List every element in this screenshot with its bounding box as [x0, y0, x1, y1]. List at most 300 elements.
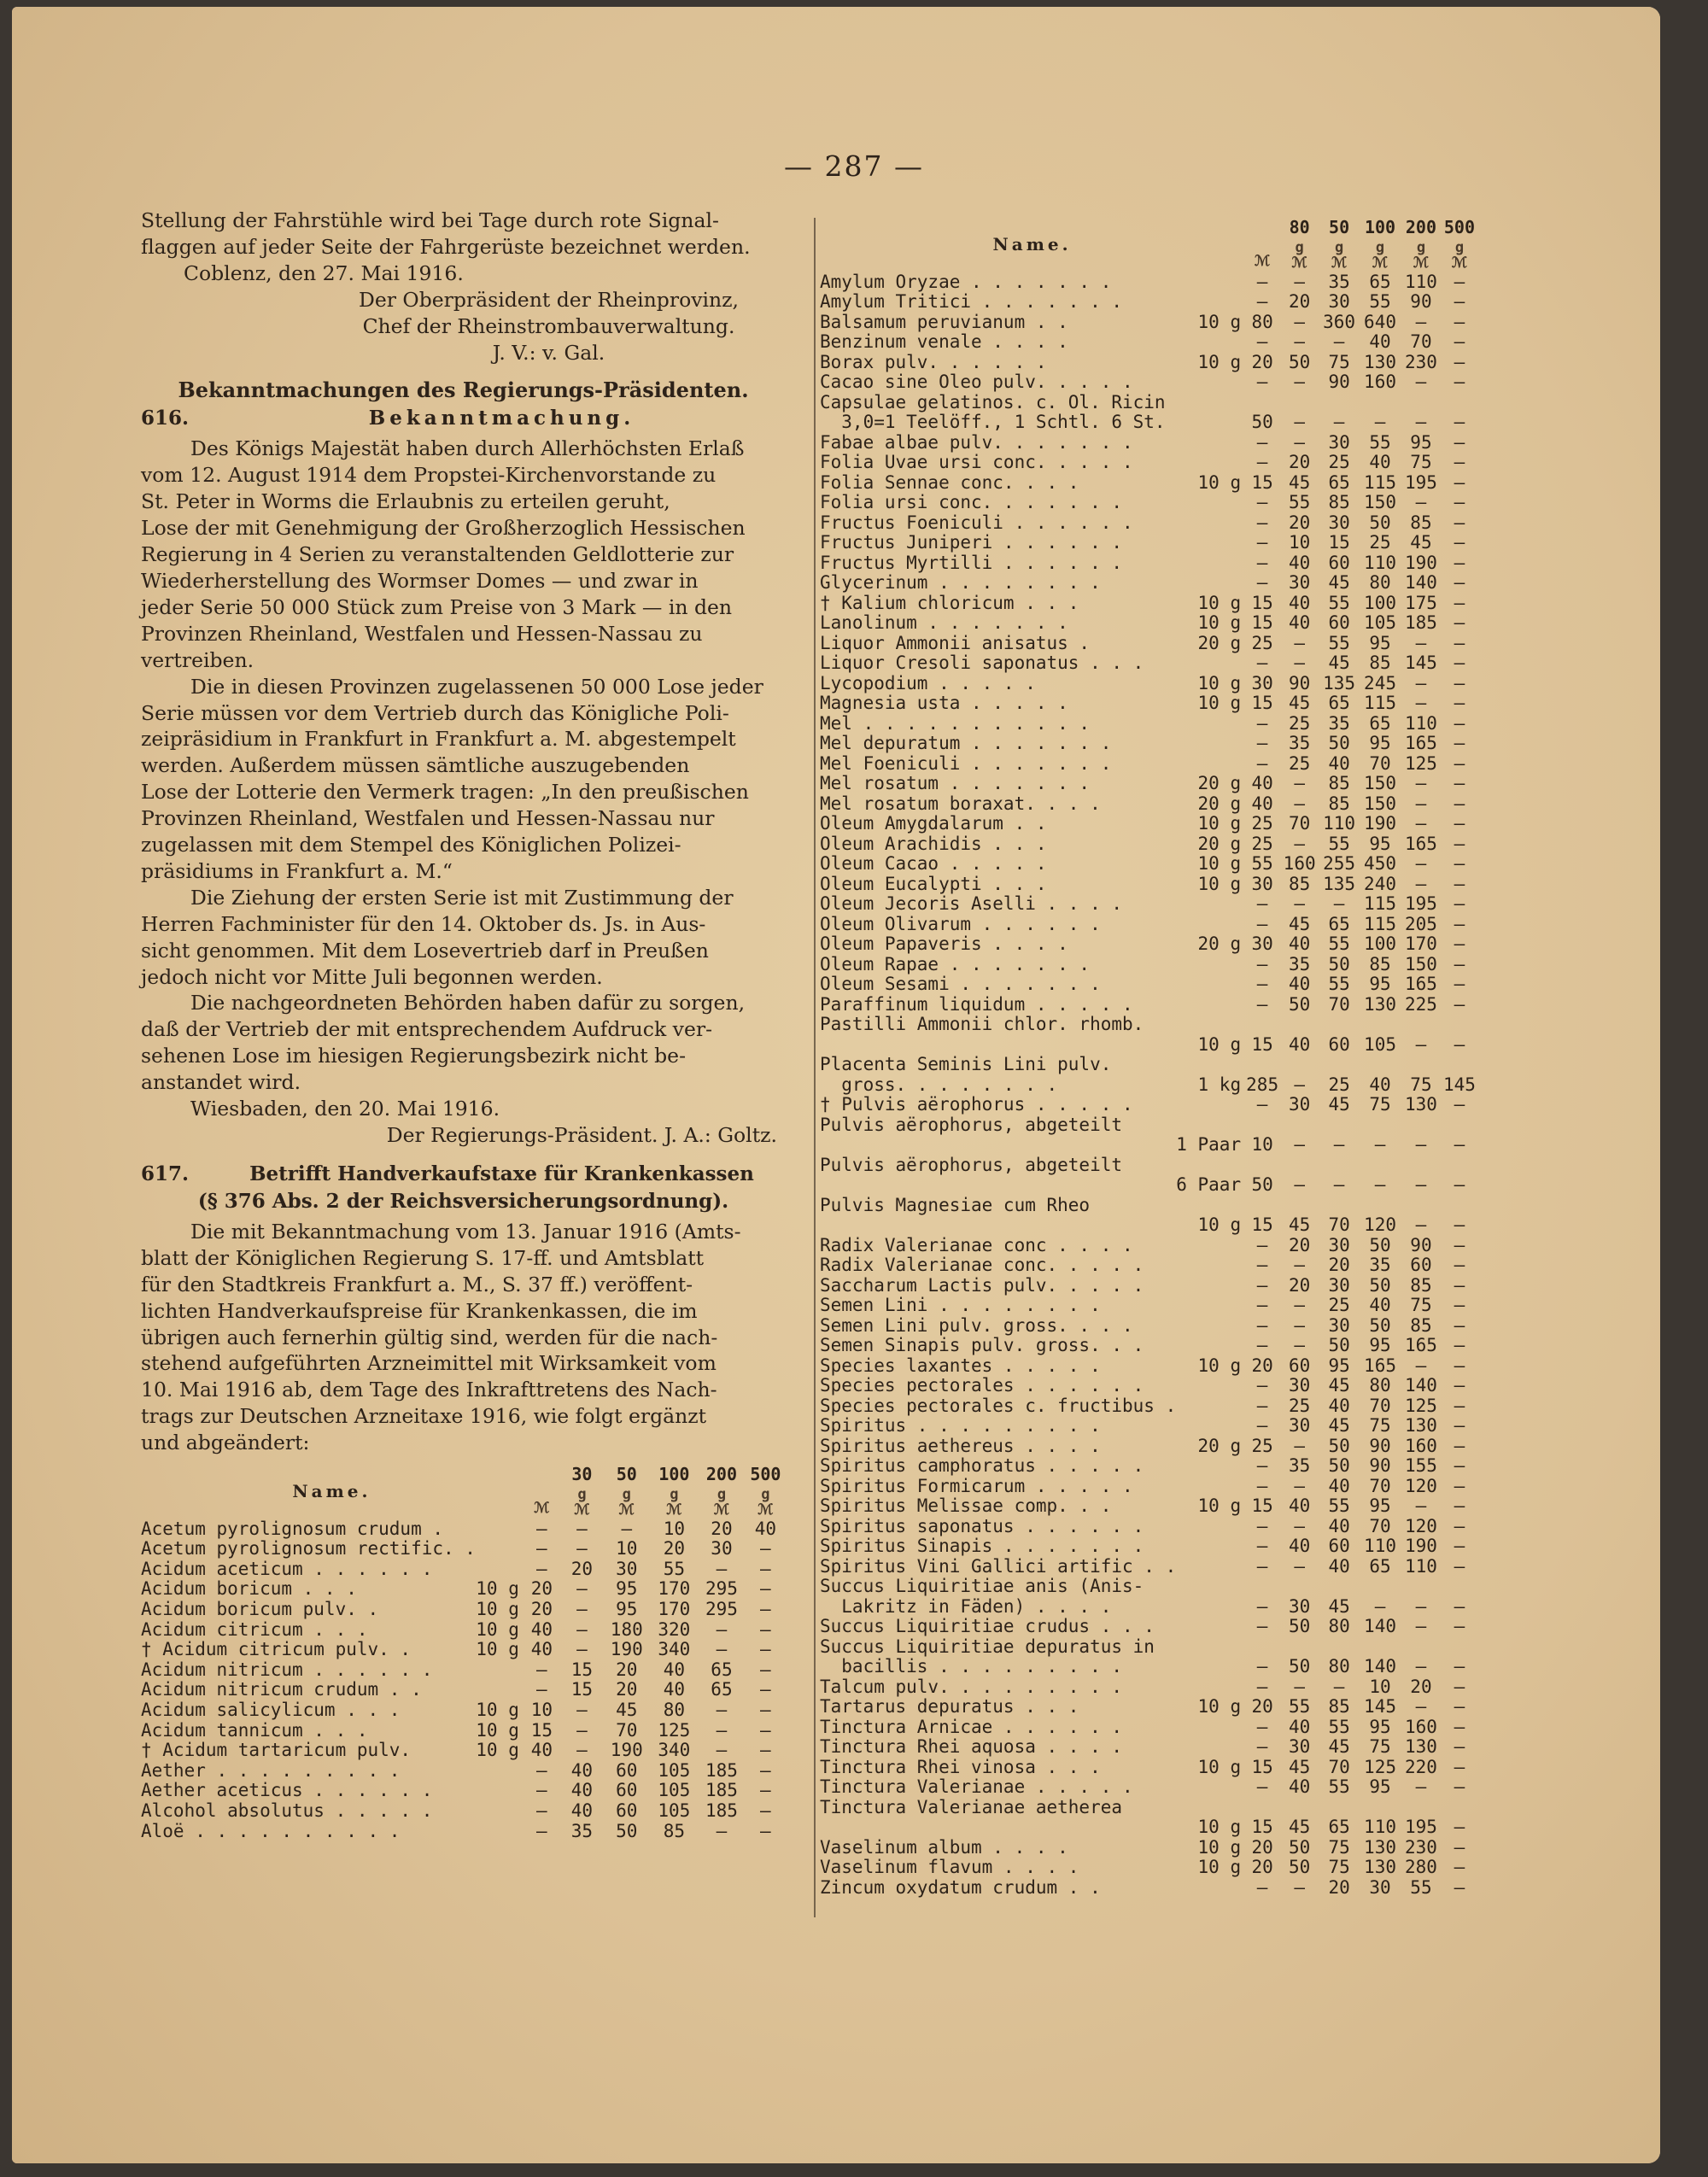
item-name: Acetum pyrolignosum crudum .	[141, 1519, 444, 1539]
table-row	[820, 413, 1477, 433]
item-quantity: 10 g	[476, 1599, 519, 1620]
price-cell: 20	[616, 1679, 638, 1700]
price-cell: —	[716, 1700, 728, 1720]
item-name	[820, 1135, 1176, 1156]
price-cell: 75	[1410, 452, 1432, 472]
price-cell	[1401, 1115, 1442, 1136]
item-quantity	[1176, 453, 1244, 473]
item-quantity: 10 g	[476, 1719, 519, 1741]
table-row	[820, 794, 1477, 815]
item-quantity: 10 g	[1197, 1696, 1242, 1717]
table-row	[820, 1517, 1477, 1537]
price-cell: 85	[663, 1820, 685, 1841]
price-cell: —	[536, 1759, 547, 1781]
price-cell: —	[1454, 532, 1465, 553]
price-cell: 40	[1289, 612, 1311, 633]
item-quantity	[1176, 1617, 1244, 1637]
price-cell: 30	[1328, 1274, 1350, 1296]
price-cell: 150	[1364, 773, 1396, 793]
table-row	[820, 393, 1477, 413]
table-row	[820, 734, 1477, 754]
text-line: Provinzen Rheinland, Westfalen und Hessen-Nassau zu	[141, 621, 703, 646]
notice-616-paragraph-4	[141, 990, 786, 1096]
price-cell	[1360, 1196, 1401, 1216]
price-cell: 165	[1364, 1355, 1396, 1376]
price-cell	[1244, 1156, 1280, 1176]
price-cell: 160	[1404, 1435, 1437, 1456]
table-row	[820, 1316, 1477, 1337]
price-cell: 30	[1328, 1234, 1350, 1255]
price-cell: 220	[1404, 1756, 1437, 1777]
item-name: Succus Liquiritiae depuratus in	[820, 1636, 1155, 1657]
item-quantity	[1176, 1296, 1244, 1316]
price-cell: 75	[1410, 1074, 1432, 1095]
table-row	[820, 875, 1477, 895]
price-cell: —	[760, 1659, 771, 1680]
item-name: Saccharum Lactis pulv. . . . .	[820, 1275, 1144, 1296]
item-quantity	[1176, 393, 1244, 413]
price-cell: 80	[1369, 1375, 1391, 1396]
price-cell: 25	[1251, 1435, 1273, 1456]
table-row	[820, 533, 1477, 553]
price-cell: 40	[570, 1780, 594, 1801]
price-cell: —	[1294, 893, 1305, 914]
item-quantity	[1176, 513, 1244, 534]
price-cell: —	[1256, 512, 1268, 533]
price-cell: 15	[1251, 1033, 1273, 1055]
unit-header: g ℳ	[757, 1485, 774, 1519]
price-cell: 50	[1289, 351, 1311, 372]
price-cell: —	[576, 1639, 588, 1660]
price-cell	[1360, 1156, 1401, 1176]
item-quantity: 10 g	[1197, 853, 1242, 874]
table-row	[820, 674, 1477, 694]
price-cell: 30	[1328, 431, 1350, 453]
price-cell: —	[1256, 372, 1268, 392]
item-name: Lanolinum . . . . . . .	[820, 613, 1068, 633]
price-cell: 120	[1404, 1515, 1437, 1536]
price-cell: —	[760, 1639, 771, 1660]
price-cell	[1319, 1577, 1360, 1597]
text-line: Die mit Bekanntmachung vom 13. Januar 1916 (Amts-	[190, 1219, 741, 1244]
price-cell: —	[716, 1820, 728, 1841]
price-cell: —	[1415, 1696, 1427, 1717]
text-line: für den Stadtkreis Frankfurt a. M., S. 37 ff.) veröffent-	[141, 1272, 693, 1296]
price-cell: 85	[1369, 953, 1391, 974]
item-quantity: 10 g	[1197, 1756, 1242, 1777]
price-cell	[1280, 1055, 1319, 1075]
item-quantity	[1176, 955, 1244, 975]
price-cell: —	[1256, 1536, 1268, 1556]
price-cell: 55	[663, 1558, 685, 1579]
price-cell: 20	[1289, 1234, 1311, 1255]
price-cell	[1280, 1156, 1319, 1176]
price-cell: —	[1454, 311, 1465, 332]
price-cell: 40	[1289, 552, 1311, 573]
price-cell: —	[1294, 1174, 1305, 1195]
price-cell: 190	[610, 1639, 643, 1660]
price-cell: 10	[530, 1700, 553, 1720]
item-name: Lycopodium . . . . .	[820, 673, 1036, 693]
item-quantity	[1176, 1597, 1244, 1618]
price-cell: —	[1415, 793, 1427, 814]
price-cell: 40	[1328, 1395, 1350, 1416]
price-cell: 65	[711, 1679, 733, 1700]
price-cell: 30	[1251, 672, 1273, 693]
table-row	[820, 1336, 1477, 1356]
price-cell: —	[1256, 974, 1268, 994]
item-name: Acidum salicylicum . . .	[141, 1700, 401, 1720]
price-cell: —	[1454, 1415, 1465, 1436]
price-cell: 115	[1364, 893, 1396, 914]
item-name: Acidum citricum . . .	[141, 1619, 368, 1640]
item-name: Oleum Rapae . . . . . . .	[820, 954, 1091, 974]
price-cell: —	[1415, 1595, 1427, 1617]
price-cell: 70	[1328, 993, 1350, 1015]
price-cell: —	[1256, 752, 1268, 774]
price-cell: —	[1454, 1255, 1465, 1275]
item-quantity: 20 g	[1197, 933, 1242, 954]
price-cell: —	[1256, 953, 1268, 974]
text-line: und abgeändert:	[141, 1431, 310, 1455]
price-cell: 65	[1328, 693, 1350, 713]
price-cell: —	[1454, 712, 1465, 734]
item-quantity	[476, 1761, 523, 1782]
notice-616-paragraph-1	[141, 436, 786, 673]
item-quantity	[1176, 1095, 1244, 1115]
table-row	[141, 1781, 786, 1801]
price-cell: —	[1415, 632, 1427, 653]
item-name: Aether . . . . . . . . .	[141, 1760, 401, 1781]
price-cell: 40	[530, 1740, 553, 1761]
price-cell: 15	[1251, 1495, 1273, 1516]
price-cell: —	[1256, 1656, 1268, 1677]
price-cell: —	[1256, 712, 1268, 734]
price-cell: —	[1256, 993, 1268, 1015]
price-cell: 95	[616, 1578, 638, 1600]
price-cell: —	[1454, 1776, 1465, 1797]
price-cell: —	[1294, 653, 1305, 673]
price-cell: 20	[1289, 1274, 1311, 1296]
price-cell: 90	[1369, 1455, 1391, 1476]
item-name: Pulvis aërophorus, abgeteilt	[820, 1155, 1123, 1175]
price-cell: —	[1333, 412, 1345, 432]
item-name: Oleum Eucalypti . . .	[820, 874, 1047, 894]
unit-header: ℳ	[534, 1500, 550, 1518]
price-cell: 45	[1289, 913, 1311, 934]
table-row	[820, 372, 1477, 393]
price-cell: 20	[663, 1538, 685, 1560]
item-quantity	[476, 1660, 523, 1681]
table-row	[820, 1416, 1477, 1437]
table-row	[820, 1075, 1477, 1096]
price-cell: 65	[1328, 1817, 1350, 1837]
item-quantity: 10 g	[1197, 1495, 1242, 1516]
signature-line: Der Regierungs-Präsident. J. A.: Goltz.	[386, 1123, 777, 1147]
item-name	[820, 1817, 1176, 1838]
price-cell: 40	[1289, 974, 1311, 994]
item-quantity: 10 g	[1197, 813, 1242, 834]
price-cell: —	[1454, 1515, 1465, 1536]
item-quantity: 20 g	[1197, 833, 1242, 854]
price-cell: —	[1454, 1656, 1465, 1677]
price-cell: 30	[711, 1538, 733, 1560]
table-row	[820, 1376, 1477, 1396]
price-cell: 110	[1364, 1817, 1396, 1837]
price-cell: 60	[1328, 552, 1350, 573]
text-line: sicht genommen. Mit dem Losevertrieb darf in Preußen	[141, 938, 709, 963]
item-quantity	[476, 1781, 523, 1801]
text-line: jeder Serie 50 000 Stück zum Preise von 3 Mark — in den	[141, 594, 733, 619]
price-cell: —	[1256, 1876, 1268, 1898]
table-row	[820, 754, 1477, 775]
price-cell: 45	[1289, 1214, 1311, 1235]
price-cell	[1280, 1577, 1319, 1597]
price-cell: —	[1294, 431, 1305, 453]
price-cell: 85	[1410, 1274, 1432, 1296]
price-cell: —	[1294, 1515, 1305, 1536]
price-cell: 95	[1369, 1716, 1391, 1737]
name-header: Name.	[292, 1481, 371, 1502]
column-header: 80	[1289, 217, 1310, 237]
table-row	[820, 1035, 1477, 1056]
table-row	[820, 1677, 1477, 1698]
item-name: Oleum Cacao . . . . .	[820, 854, 1047, 874]
price-cell: 20	[711, 1518, 733, 1539]
price-cell: 130	[1364, 993, 1396, 1015]
price-cell: 55	[1328, 632, 1350, 653]
price-cell: 160	[1404, 1716, 1437, 1737]
item-name: bacillis . . . . . . . . .	[820, 1657, 1123, 1677]
item-quantity	[1176, 1677, 1244, 1698]
item-quantity	[1176, 1276, 1244, 1296]
price-cell: —	[536, 1820, 547, 1841]
price-cell: —	[1454, 1876, 1465, 1898]
price-cell: —	[1256, 431, 1268, 453]
price-cell: 25	[1289, 1395, 1311, 1416]
price-cell: 40	[1369, 1074, 1391, 1095]
price-cell: —	[1294, 1314, 1305, 1336]
price-cell: 100	[1364, 592, 1396, 613]
price-cell: —	[1294, 773, 1305, 793]
price-cell: 85	[1369, 653, 1391, 673]
item-quantity	[1176, 653, 1244, 674]
price-cell: 185	[705, 1780, 738, 1801]
price-cell: —	[1294, 412, 1305, 432]
price-cell: 125	[1404, 1395, 1437, 1416]
column-header: 50	[1329, 217, 1350, 237]
item-name: Succus Liquiritiae crudus . . .	[820, 1617, 1155, 1636]
item-name: Mel rosatum boraxat. . . .	[820, 793, 1101, 814]
table-row	[141, 1761, 786, 1782]
item-name: Acidum nitricum . . . . . .	[141, 1659, 433, 1680]
item-name: Pastilli Ammonii chlor. rhomb.	[820, 1015, 1144, 1034]
item-name: Liquor Ammonii anisatus .	[820, 633, 1091, 653]
price-cell: 40	[663, 1659, 685, 1680]
price-cell: —	[1294, 833, 1305, 854]
price-cell: —	[1454, 773, 1465, 793]
column-header: 50	[616, 1464, 637, 1485]
table-row	[820, 915, 1477, 935]
price-cell: —	[1454, 993, 1465, 1015]
price-cell: 110	[1364, 552, 1396, 573]
price-cell: 75	[1328, 1857, 1350, 1877]
item-name: Capsulae gelatinos. c. Ol. Ricin	[820, 392, 1166, 413]
item-quantity	[476, 1519, 523, 1540]
item-name: Folia Sennae conc. . . .	[820, 472, 1079, 493]
table-row	[820, 1697, 1477, 1718]
text-line: Regierung in 4 Serien zu veranstaltenden Geldlotterie zur	[141, 542, 734, 567]
item-quantity	[1176, 1196, 1244, 1216]
item-name: Oleum Papaveris . . . .	[820, 934, 1068, 954]
price-cell: —	[1256, 1234, 1268, 1255]
table-row	[820, 473, 1477, 494]
price-cell: 65	[1369, 712, 1391, 734]
price-cell: —	[1256, 653, 1268, 673]
price-cell	[1244, 393, 1280, 413]
item-name: Mel depuratum . . . . . . .	[820, 734, 1112, 753]
price-cell: 30	[1289, 1595, 1311, 1617]
price-cell: 285	[1246, 1074, 1279, 1095]
price-cell: 105	[658, 1759, 691, 1781]
price-cell: 110	[1323, 813, 1356, 834]
item-name: Mel . . . . . . . . . . .	[820, 713, 1091, 734]
price-cell: 25	[1369, 532, 1391, 553]
item-name: 3,0=1 Teelöff., 1 Schtl. 6 St.	[820, 413, 1166, 432]
price-cell	[1280, 1798, 1319, 1818]
item-quantity: 10 g	[1197, 351, 1242, 372]
price-cell	[1360, 393, 1401, 413]
price-cell: 170	[658, 1578, 691, 1600]
table-row	[141, 1822, 786, 1842]
price-cell: —	[1256, 1555, 1268, 1577]
item-name: Liquor Cresoli saponatus . . .	[820, 653, 1144, 673]
table-row	[820, 974, 1477, 995]
price-cell: —	[1415, 1174, 1427, 1195]
text-line: flaggen auf jeder Seite der Fahrgerüste bezeichnet werden.	[141, 234, 751, 259]
item-quantity	[1176, 1156, 1244, 1176]
price-cell: 60	[1328, 1033, 1350, 1055]
text-line: Lose der Lotterie den Vermerk tragen: „In den preußischen	[141, 780, 749, 805]
price-cell: 45	[616, 1700, 638, 1720]
table-row	[820, 332, 1477, 353]
price-cell: 85	[1328, 492, 1350, 512]
item-name: Spiritus aethereus . . . .	[820, 1436, 1101, 1456]
price-cell: —	[1256, 1455, 1268, 1476]
price-cell: 15	[1251, 471, 1273, 493]
price-cell	[1401, 1577, 1442, 1597]
price-cell: 70	[1328, 1756, 1350, 1777]
price-cell: 50	[1251, 1174, 1273, 1195]
text-line: stehend aufgeführten Arzneimittel mit Wirksamkeit vom	[141, 1351, 717, 1376]
price-cell	[1360, 1015, 1401, 1035]
price-cell	[1244, 1637, 1280, 1658]
notice-617-paragraph	[141, 1219, 786, 1456]
price-cell	[1401, 393, 1442, 413]
item-name: Cacao sine Oleo pulv. . . . .	[820, 372, 1133, 392]
table-row	[820, 1296, 1477, 1316]
price-cell: —	[1294, 1435, 1305, 1456]
price-cell: —	[1454, 1455, 1465, 1476]
price-cell: 60	[1328, 612, 1350, 633]
price-cell: —	[1454, 1756, 1465, 1777]
price-cell: —	[1415, 1214, 1427, 1235]
item-quantity	[1176, 995, 1244, 1015]
item-name	[820, 1175, 1176, 1196]
notice-title: Bekanntmachung.	[368, 407, 635, 430]
price-cell: 150	[1364, 793, 1396, 814]
item-quantity: 10 g	[1197, 693, 1242, 713]
price-cell: 25	[1328, 452, 1350, 472]
price-cell: 95	[1369, 833, 1391, 854]
price-cell: —	[1454, 653, 1465, 673]
item-name: Semen Lini pulv. gross. . . .	[820, 1315, 1133, 1336]
price-cell: —	[1454, 512, 1465, 533]
item-name: Mel Foeniculi . . . . . . .	[820, 753, 1112, 774]
notice-616-paragraph-2	[141, 674, 786, 885]
price-cell: —	[1415, 1495, 1427, 1516]
item-quantity: 10 g	[1197, 592, 1242, 613]
text-line: Lose der mit Genehmigung der Großherzoglich Hessischen	[141, 516, 746, 541]
table-row	[141, 1721, 786, 1741]
price-cell: 75	[1410, 1295, 1432, 1315]
item-quantity	[1176, 1015, 1244, 1035]
price-cell: 65	[711, 1659, 733, 1680]
price-cell: —	[716, 1618, 728, 1640]
price-cell: 160	[1364, 372, 1396, 392]
item-name: Folia ursi conc. . . . . . .	[820, 493, 1123, 512]
notice-number: 616.	[141, 407, 190, 430]
price-cell: —	[1454, 1495, 1465, 1516]
price-cell: —	[621, 1518, 633, 1539]
intro-paragraph	[141, 208, 786, 260]
price-cell	[1244, 1798, 1280, 1818]
price-cell: —	[1415, 813, 1427, 834]
item-quantity: 10 g	[476, 1618, 519, 1640]
price-cell: 45	[1289, 693, 1311, 713]
price-cell: —	[1454, 873, 1465, 894]
item-quantity	[1176, 1396, 1244, 1417]
price-cell: 25	[1289, 752, 1311, 774]
price-cell: 15	[1251, 1817, 1273, 1837]
price-cell: 115	[1364, 913, 1396, 934]
item-quantity	[1176, 734, 1244, 754]
price-cell: —	[1454, 1174, 1465, 1195]
price-cell	[1319, 1196, 1360, 1216]
price-cell: —	[1294, 793, 1305, 814]
item-quantity	[1176, 1536, 1244, 1557]
price-cell	[1442, 1196, 1477, 1216]
table-row	[820, 1496, 1477, 1517]
column-header: 500	[750, 1464, 781, 1485]
price-cell: 95	[1369, 632, 1391, 653]
price-cell	[1244, 1055, 1280, 1075]
name-header: Name.	[992, 234, 1072, 255]
price-cell: 40	[570, 1800, 594, 1821]
price-cell	[1401, 1055, 1442, 1075]
table-row	[820, 1135, 1477, 1156]
item-name: Species pectorales c. fructibus .	[820, 1396, 1177, 1416]
price-cell: 15	[570, 1679, 594, 1700]
price-cell: 25	[1328, 1074, 1350, 1095]
item-quantity	[1176, 413, 1244, 433]
price-cell: —	[1374, 412, 1386, 432]
table-row	[820, 934, 1477, 955]
price-cell: —	[1415, 1616, 1427, 1636]
price-cell	[1360, 1115, 1401, 1136]
table-row	[820, 1196, 1477, 1216]
price-cell: 130	[1404, 1736, 1437, 1757]
